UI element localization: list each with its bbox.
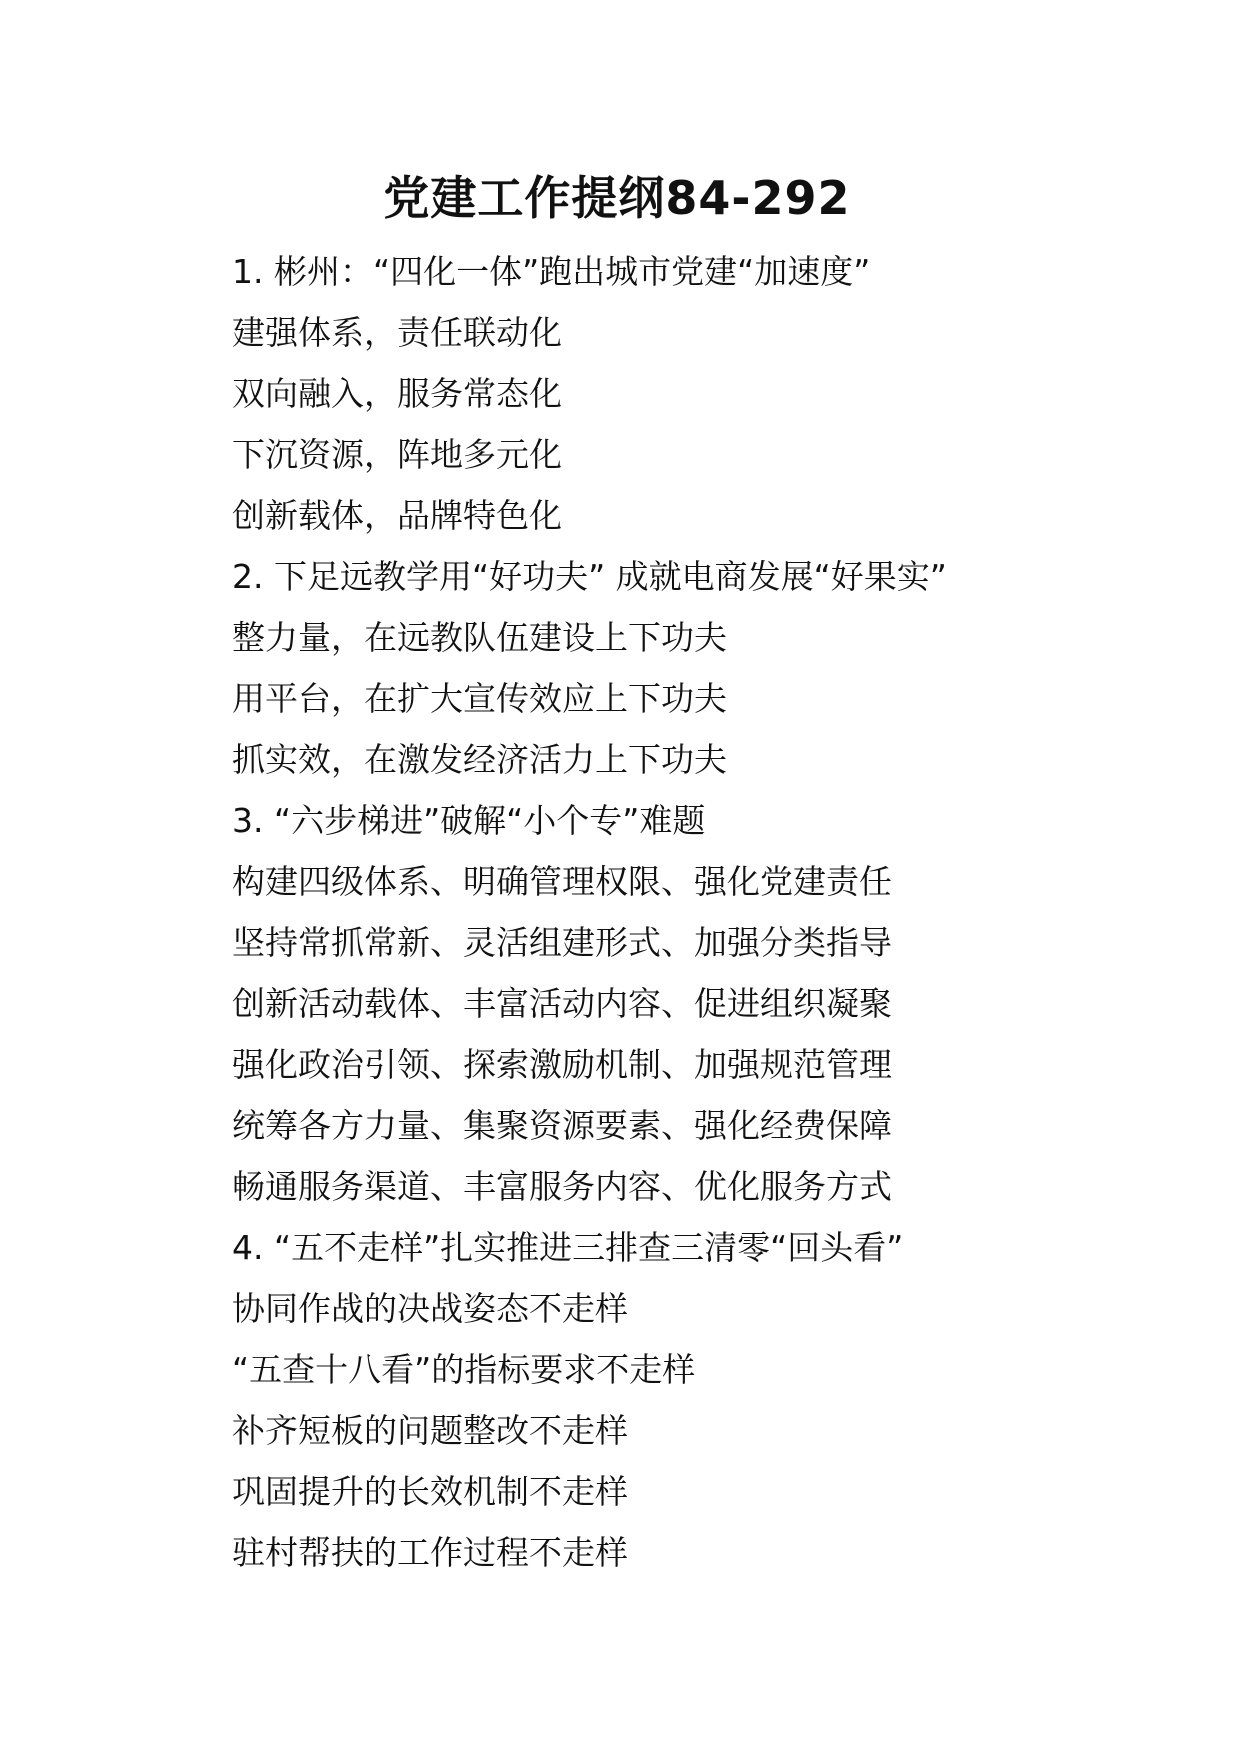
heading-item-4: 4. “五不走样”扎实推进三排查三清零“回头看” [232, 1228, 904, 1267]
document-body [232, 241, 1132, 1583]
text-line: 建强体系，责任联动化 [232, 313, 562, 352]
text-line: 协同作战的决战姿态不走样 [232, 1289, 628, 1328]
text-line: 创新活动载体、丰富活动内容、促进组织凝聚 [232, 984, 892, 1023]
text-line: 创新载体，品牌特色化 [232, 496, 562, 535]
text-line: 用平台，在扩大宣传效应上下功夫 [232, 679, 727, 718]
text-line: 双向融入，服务常态化 [232, 374, 562, 413]
text-line: 畅通服务渠道、丰富服务内容、优化服务方式 [232, 1167, 892, 1206]
text-line: 构建四级体系、明确管理权限、强化党建责任 [232, 862, 892, 901]
text-line: 抓实效，在激发经济活力上下功夫 [232, 740, 727, 779]
text-line: 强化政治引领、探索激励机制、加强规范管理 [232, 1045, 892, 1084]
text-line: 整力量，在远教队伍建设上下功夫 [232, 618, 727, 657]
text-line: 补齐短板的问题整改不走样 [232, 1411, 628, 1450]
text-line: 统筹各方力量、集聚资源要素、强化经费保障 [232, 1106, 892, 1145]
heading-item-3: 3. “六步梯进”破解“小个专”难题 [232, 801, 706, 840]
text-line: 下沉资源，阵地多元化 [232, 435, 562, 474]
text-line: 驻村帮扶的工作过程不走样 [232, 1533, 628, 1572]
heading-item-2: 2. 下足远教学用“好功夫” 成就电商发展“好果实” [232, 557, 947, 596]
document-title: 党建工作提纲84-292 [383, 171, 851, 225]
text-line: “五查十八看”的指标要求不走样 [232, 1350, 696, 1389]
heading-item-1: 1. 彬州：“四化一体”跑出城市党建“加速度” [232, 252, 871, 291]
text-line: 巩固提升的长效机制不走样 [232, 1472, 628, 1511]
text-line: 坚持常抓常新、灵活组建形式、加强分类指导 [232, 923, 892, 962]
